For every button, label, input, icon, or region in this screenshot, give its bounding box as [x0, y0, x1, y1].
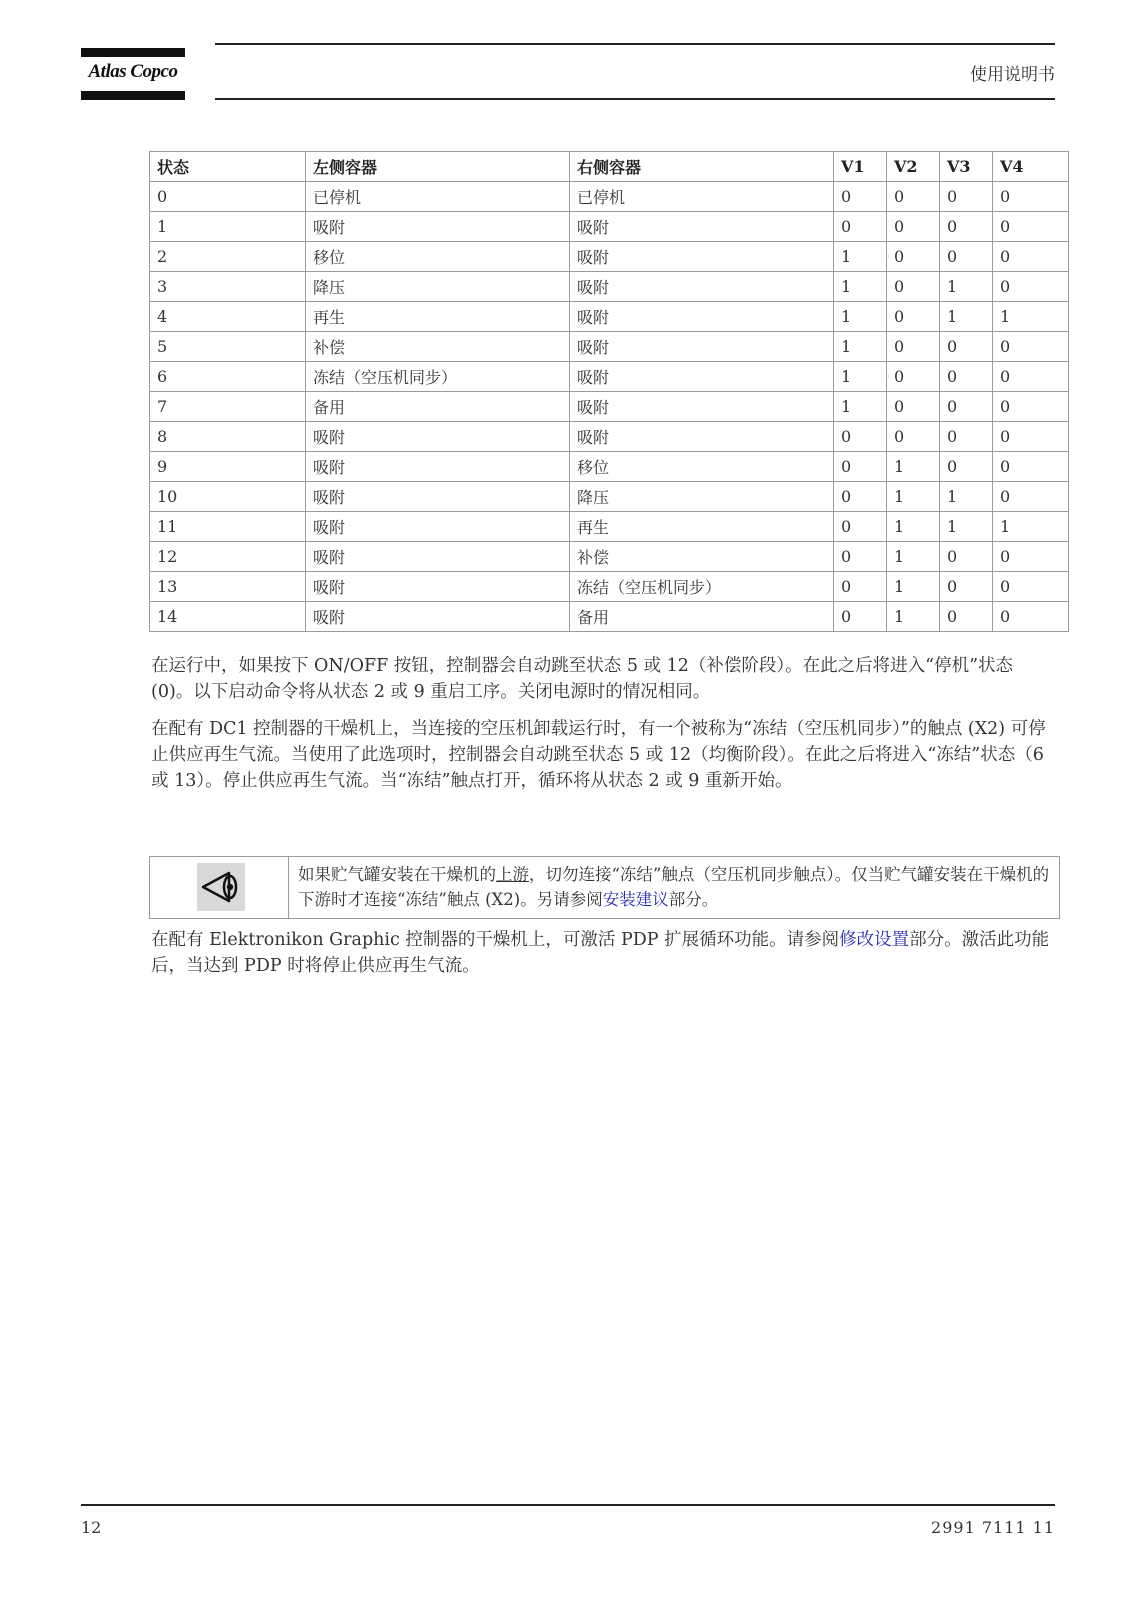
modifying-settings-link[interactable]: 修改设置	[839, 930, 910, 950]
cell-v3: 0	[940, 392, 993, 422]
cell-state: 12	[150, 542, 306, 572]
cell-left-vessel: 吸附	[306, 212, 570, 242]
state-table	[149, 151, 1069, 632]
cell-right-vessel: 再生	[570, 512, 834, 542]
cell-state: 5	[150, 332, 306, 362]
atlas-copco-logo	[81, 48, 185, 100]
cell-left-vessel: 降压	[306, 272, 570, 302]
paragraph-on-off: 在运行中，如果按下 ON/OFF 按钮，控制器会自动跳至状态 5 或 12（补偿阶段）。在此之后将进入“停机”状态 (0)。以下启动命令将从状态 2 或 9 重启工序。关闭电源时的情况相同。	[151, 656, 1014, 702]
cell-state: 9	[150, 452, 306, 482]
cell-state: 2	[150, 242, 306, 272]
table-row	[150, 602, 1069, 632]
column-header-left-vessel: 左侧容器	[306, 152, 570, 182]
cell-state: 8	[150, 422, 306, 452]
cell-v3: 0	[940, 212, 993, 242]
cell-v2: 0	[887, 242, 940, 272]
table-row	[150, 272, 1069, 302]
table-row	[150, 182, 1069, 212]
cell-v3: 0	[940, 242, 993, 272]
cell-v1: 0	[834, 512, 887, 542]
cell-v1: 0	[834, 212, 887, 242]
cell-left-vessel: 吸附	[306, 452, 570, 482]
cell-v2: 1	[887, 512, 940, 542]
cell-v1: 1	[834, 392, 887, 422]
cell-left-vessel: 吸附	[306, 542, 570, 572]
cell-right-vessel: 吸附	[570, 272, 834, 302]
cell-v4: 0	[993, 242, 1069, 272]
cell-state: 1	[150, 212, 306, 242]
table-row	[150, 422, 1069, 452]
cell-v1: 1	[834, 242, 887, 272]
cell-state: 11	[150, 512, 306, 542]
installation-proposal-link[interactable]: 安装建议	[602, 890, 669, 909]
cell-v3: 0	[940, 332, 993, 362]
cell-v4: 0	[993, 572, 1069, 602]
column-header-v3: V3	[940, 152, 993, 182]
cell-right-vessel: 冻结（空压机同步）	[570, 572, 834, 602]
cell-v4: 0	[993, 482, 1069, 512]
cell-right-vessel: 补偿	[570, 542, 834, 572]
note-text-end: 部分。	[668, 890, 719, 909]
cell-v1: 0	[834, 542, 887, 572]
cell-v1: 1	[834, 362, 887, 392]
note-text-middle: ，切勿连接“冻结”触点（空压机同步触点）。仅当贮气罐安装在干燥机的下游时才连接“冻结”触点 (X2)。另请参阅	[298, 865, 1050, 909]
cell-right-vessel: 备用	[570, 602, 834, 632]
cell-v4: 1	[993, 302, 1069, 332]
column-header-v1: V1	[834, 152, 887, 182]
cell-v3: 1	[940, 272, 993, 302]
table-row	[150, 482, 1069, 512]
cell-v2: 0	[887, 362, 940, 392]
cell-right-vessel: 吸附	[570, 332, 834, 362]
cell-left-vessel: 吸附	[306, 422, 570, 452]
note-box	[149, 856, 1060, 919]
document-number: 2991 7111 11	[931, 1518, 1055, 1537]
table-row	[150, 542, 1069, 572]
cell-v2: 1	[887, 572, 940, 602]
cell-v1: 0	[834, 182, 887, 212]
table-row	[150, 392, 1069, 422]
cell-v3: 1	[940, 302, 993, 332]
cell-right-vessel: 移位	[570, 452, 834, 482]
cell-v3: 0	[940, 572, 993, 602]
table-row	[150, 332, 1069, 362]
cell-v3: 0	[940, 452, 993, 482]
cell-v4: 0	[993, 392, 1069, 422]
cell-v3: 1	[940, 512, 993, 542]
cell-left-vessel: 备用	[306, 392, 570, 422]
cell-v3: 0	[940, 362, 993, 392]
cell-v4: 1	[993, 512, 1069, 542]
table-row	[150, 302, 1069, 332]
cell-v4: 0	[993, 422, 1069, 452]
cell-v2: 0	[887, 272, 940, 302]
cell-right-vessel: 吸附	[570, 392, 834, 422]
header-title: 使用说明书	[970, 65, 1055, 85]
cell-v4: 0	[993, 272, 1069, 302]
cell-v2: 0	[887, 182, 940, 212]
table-row	[150, 572, 1069, 602]
cell-state: 7	[150, 392, 306, 422]
cell-left-vessel: 吸附	[306, 512, 570, 542]
cell-left-vessel: 已停机	[306, 182, 570, 212]
table-row	[150, 512, 1069, 542]
cell-v3: 0	[940, 602, 993, 632]
cell-state: 13	[150, 572, 306, 602]
cell-v1: 0	[834, 422, 887, 452]
cell-state: 4	[150, 302, 306, 332]
cell-v3: 0	[940, 182, 993, 212]
cell-v4: 0	[993, 212, 1069, 242]
column-header-right-vessel: 右侧容器	[570, 152, 834, 182]
cell-v2: 1	[887, 452, 940, 482]
cell-v1: 1	[834, 272, 887, 302]
cell-state: 0	[150, 182, 306, 212]
table-row	[150, 452, 1069, 482]
cell-v1: 1	[834, 302, 887, 332]
cell-right-vessel: 吸附	[570, 422, 834, 452]
cell-v1: 0	[834, 452, 887, 482]
cell-v4: 0	[993, 602, 1069, 632]
cell-v4: 0	[993, 182, 1069, 212]
cell-right-vessel: 吸附	[570, 212, 834, 242]
cell-v1: 0	[834, 572, 887, 602]
cell-v1: 1	[834, 332, 887, 362]
cell-right-vessel: 已停机	[570, 182, 834, 212]
cell-v2: 0	[887, 212, 940, 242]
cell-v2: 1	[887, 482, 940, 512]
footer-rule	[81, 1504, 1055, 1506]
eye-icon	[197, 863, 245, 911]
table-row	[150, 362, 1069, 392]
cell-left-vessel: 冻结（空压机同步）	[306, 362, 570, 392]
page-number: 12	[81, 1518, 102, 1537]
cell-v3: 0	[940, 542, 993, 572]
cell-v2: 1	[887, 542, 940, 572]
cell-v1: 0	[834, 602, 887, 632]
table-row	[150, 242, 1069, 272]
note-icon-cell	[150, 857, 289, 918]
table-body	[150, 182, 1069, 632]
cell-v4: 0	[993, 362, 1069, 392]
note-text-start: 如果贮气罐安装在干燥机的	[298, 865, 496, 884]
column-header-v4: V4	[993, 152, 1069, 182]
cell-right-vessel: 吸附	[570, 242, 834, 272]
cell-left-vessel: 吸附	[306, 482, 570, 512]
table-row	[150, 212, 1069, 242]
cell-right-vessel: 吸附	[570, 362, 834, 392]
cell-v3: 1	[940, 482, 993, 512]
header-rule-bottom	[215, 98, 1055, 100]
cell-v1: 0	[834, 482, 887, 512]
cell-v4: 0	[993, 332, 1069, 362]
logo-wordmark: Atlas Copco	[88, 61, 178, 82]
cell-state: 6	[150, 362, 306, 392]
cell-left-vessel: 再生	[306, 302, 570, 332]
cell-v2: 0	[887, 302, 940, 332]
note-upstream-emphasis: 上游	[496, 865, 529, 884]
paragraph-elektronikon	[151, 927, 1057, 979]
cell-state: 10	[150, 482, 306, 512]
cell-left-vessel: 移位	[306, 242, 570, 272]
cell-v2: 0	[887, 332, 940, 362]
cell-state: 14	[150, 602, 306, 632]
logo-bar-bottom	[81, 91, 185, 100]
column-header-v2: V2	[887, 152, 940, 182]
cell-v2: 0	[887, 392, 940, 422]
paragraph-elektronikon-start: 在配有 Elektronikon Graphic 控制器的干燥机上，可激活 PDP 扩展循环功能。请参阅	[151, 930, 840, 950]
cell-left-vessel: 吸附	[306, 602, 570, 632]
note-text	[298, 862, 1054, 912]
cell-v4: 0	[993, 452, 1069, 482]
cell-state: 3	[150, 272, 306, 302]
table-header-row	[150, 152, 1069, 182]
header-rule-top	[215, 43, 1055, 45]
paragraph-dc1-freeze: 在配有 DC1 控制器的干燥机上，当连接的空压机卸载运行时，有一个被称为“冻结（空压机同步）”的触点 (X2) 可停止供应再生气流。当使用了此选项时，控制器会自动跳至状态 5 或 12（均衡阶段）。在此之后将进入“冻结”状态（6 或 13）。停止供应再生气流。当“冻结”触点打开，循环将从状态 2 或 9 重新开始。	[151, 719, 1046, 791]
cell-v4: 0	[993, 542, 1069, 572]
paragraph-elektronikon-end: 部分。激活此功能后，当达到 PDP 时将停止供应再生气流。	[151, 930, 1050, 976]
cell-right-vessel: 吸附	[570, 302, 834, 332]
cell-left-vessel: 补偿	[306, 332, 570, 362]
cell-left-vessel: 吸附	[306, 572, 570, 602]
column-header-state: 状态	[150, 152, 306, 182]
cell-v2: 1	[887, 602, 940, 632]
cell-v3: 0	[940, 422, 993, 452]
cell-v2: 0	[887, 422, 940, 452]
cell-right-vessel: 降压	[570, 482, 834, 512]
logo-bar-top	[81, 48, 185, 57]
